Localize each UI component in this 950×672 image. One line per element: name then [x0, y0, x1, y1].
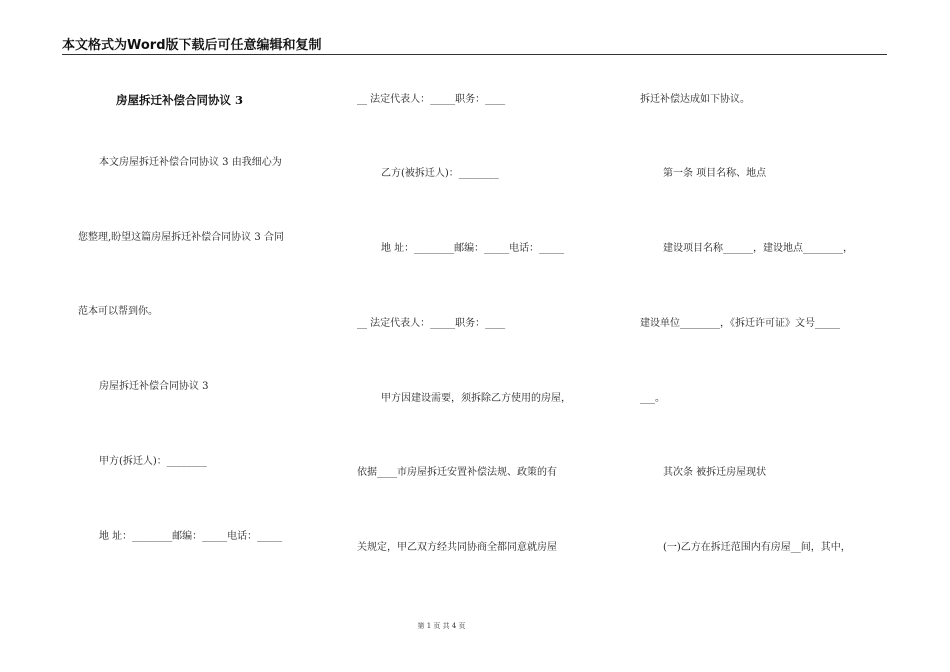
body-line: 范本可以帮到你。	[78, 306, 158, 317]
body-line: 其次条 被拆迁房屋现状	[663, 467, 767, 478]
body-line: 本文房屋拆迁补偿合同协议 3 由我细心为	[99, 157, 282, 168]
body-line: 建设单位________，《拆迁许可证》文号_____	[640, 318, 840, 329]
body-line: ___。	[640, 393, 665, 404]
body-line: 地 址：________邮编：_____电话：_____	[99, 531, 283, 542]
body-line: 依据____市房屋拆迁安置补偿法规、政策的有	[357, 467, 557, 478]
body-line: 乙方(被拆迁人)：________	[381, 168, 499, 179]
body-line: 甲方(拆迁人)：________	[99, 456, 207, 467]
body-line: __ 法定代表人：_____职务：____	[357, 94, 506, 105]
body-line: (一)乙方在拆迁范围内有房屋__间，其中，	[663, 542, 851, 553]
document-title: 房屋拆迁补偿合同协议 3	[116, 93, 244, 107]
page-header	[62, 34, 887, 55]
body-line: 您整理,盼望这篇房屋拆迁补偿合同协议 3 合同	[78, 232, 284, 243]
body-line: __ 法定代表人：_____职务：____	[357, 318, 506, 329]
body-line: 第一条 项目名称、地点	[663, 168, 767, 179]
body-line: 甲方因建设需要，须拆除乙方使用的房屋，	[381, 393, 571, 404]
body-line: 地 址：________邮编：_____电话：_____	[381, 243, 565, 254]
body-line: 建设项目名称______，建设地点________，	[663, 243, 853, 254]
body-line: 关规定，甲乙双方经共同协商全都同意就房屋	[357, 542, 557, 553]
header-text: 本文格式为Word版下载后可任意编辑和复制	[62, 38, 322, 53]
body-line: 房屋拆迁补偿合同协议 3	[99, 381, 209, 392]
body-line: 拆迁补偿达成如下协议。	[640, 94, 750, 105]
page-number: 第 1 页 共 4 页	[417, 622, 466, 630]
